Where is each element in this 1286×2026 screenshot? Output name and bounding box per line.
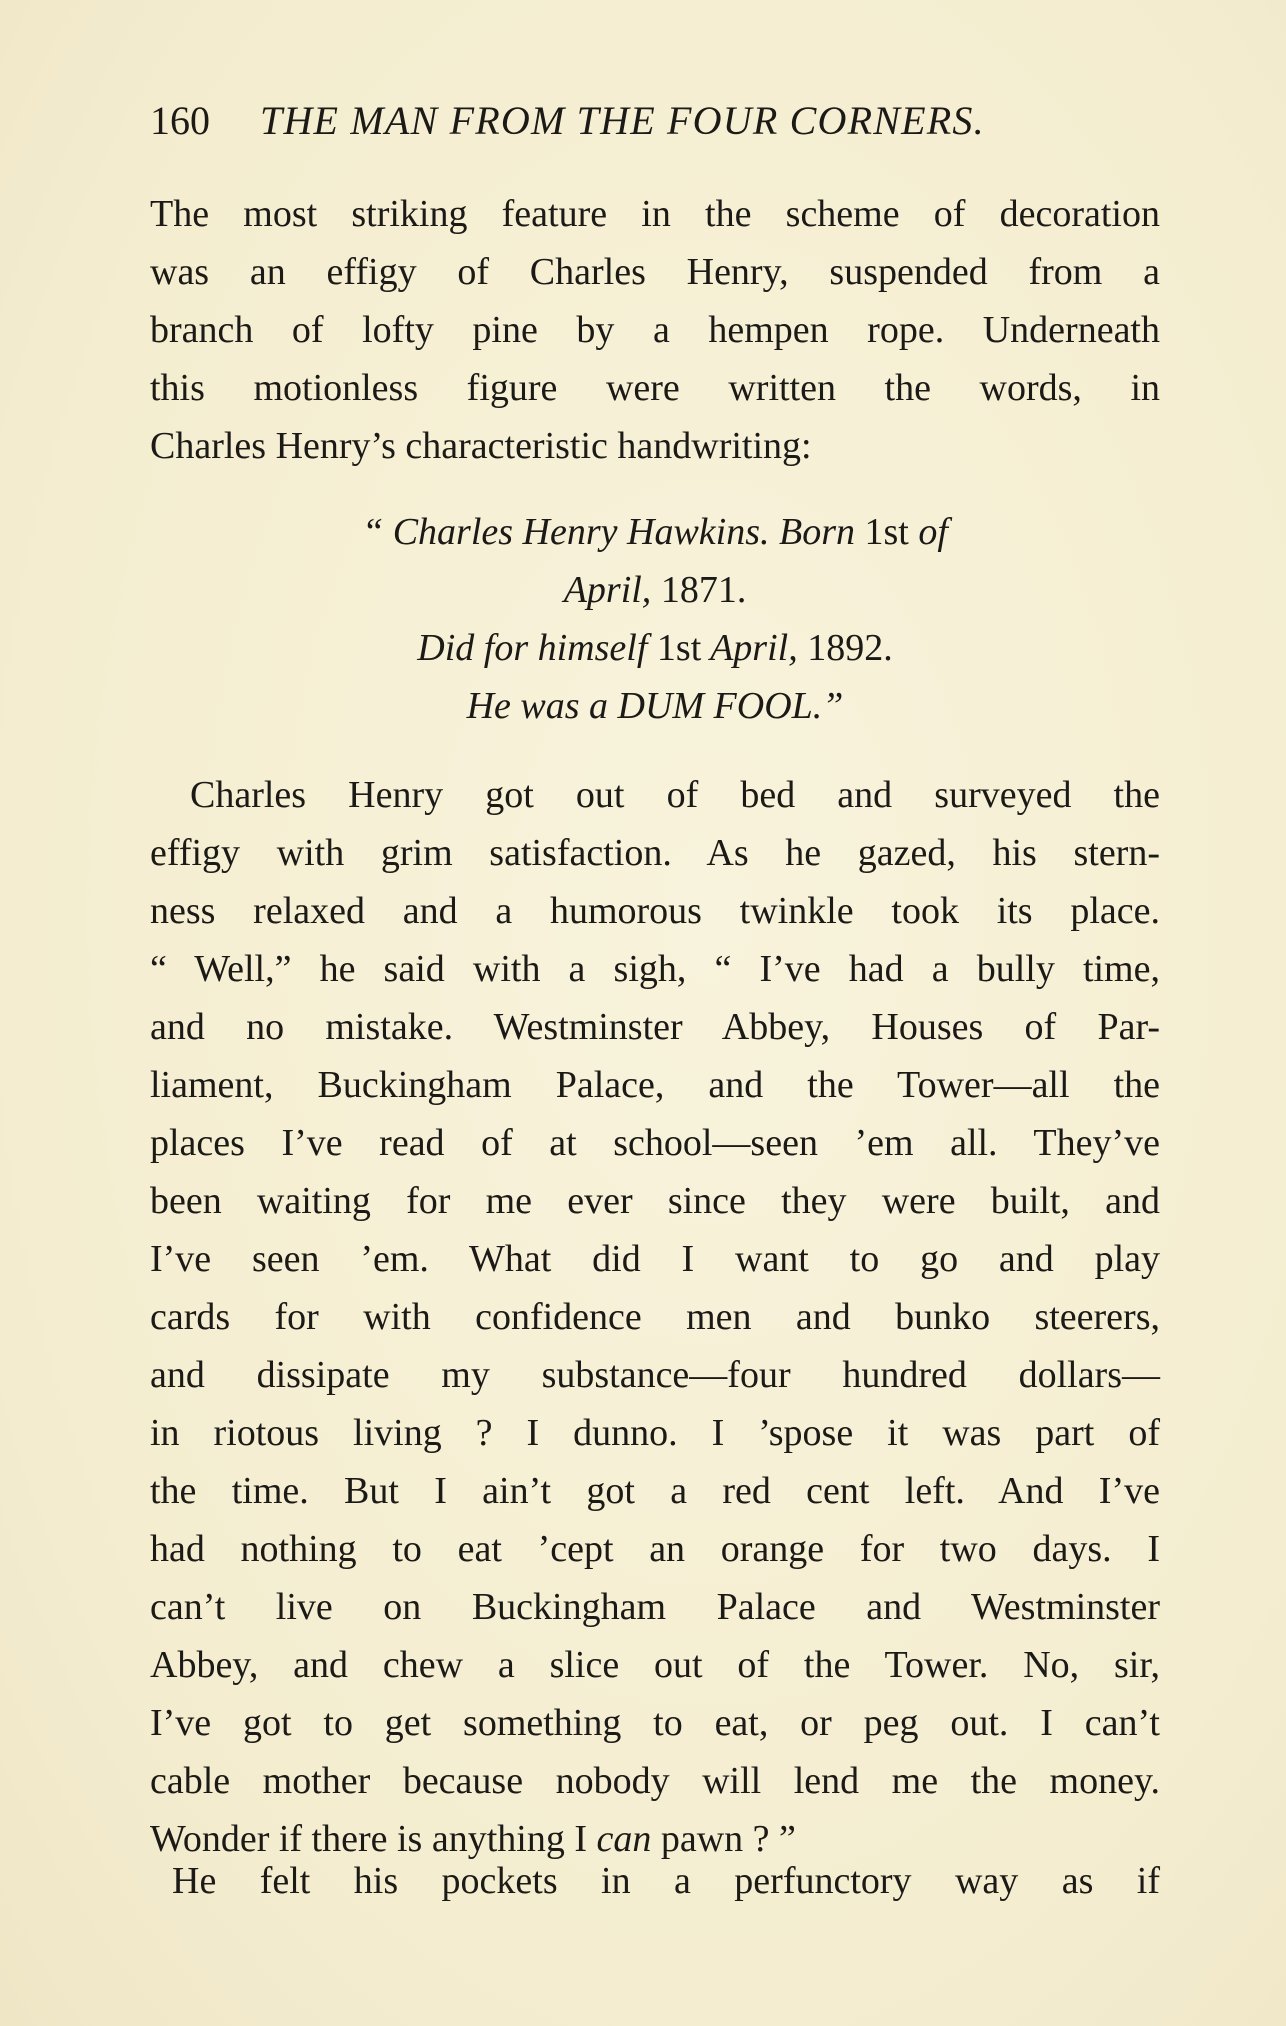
effigy-inscription xyxy=(150,503,1160,735)
text-line: and dissipate my substance—four hundred dollars— xyxy=(150,1354,1160,1396)
text-line: Charles Henry got out of bed and surveyed the xyxy=(190,774,1160,816)
text-line: the time. But I ain’t got a red cent left. And I’ve xyxy=(150,1470,1160,1512)
text-line: cable mother because nobody will lend me the money. xyxy=(150,1760,1160,1802)
text-line: in riotous living ? I dunno. I ’spose it was part of xyxy=(150,1412,1160,1454)
page-header xyxy=(150,96,1150,146)
text-line: this motionless figure were written the words, in xyxy=(150,367,1160,409)
inscription-line xyxy=(150,561,1160,619)
text-run: pawn ? ” xyxy=(651,1818,796,1860)
text-line: effigy with grim satisfaction. As he gazed, his stern- xyxy=(150,832,1160,874)
text-line: and no mistake. Westminster Abbey, Houses of Par- xyxy=(150,1006,1160,1048)
text-line: I’ve got to get something to eat, or peg out. I can’t xyxy=(150,1702,1160,1744)
inscription-text: April, xyxy=(701,627,808,669)
text-line: cards for with confidence men and bunko steerers, xyxy=(150,1296,1160,1338)
text-line: He felt his pockets in a perfunctory way as if xyxy=(172,1860,1160,1902)
text-line: had nothing to eat ’cept an orange for two days. I xyxy=(150,1528,1160,1570)
inscription-text: 1st xyxy=(656,627,702,669)
inscription-text: 1st xyxy=(864,511,909,553)
text-line: “ Well,” he said with a sigh, “ I’ve had a bully time, xyxy=(150,948,1160,990)
running-title: THE MAN FROM THE FOUR CORNERS. xyxy=(260,98,985,143)
emphasis-text: can xyxy=(596,1818,652,1860)
text-line: liament, Buckingham Palace, and the Tower—all the xyxy=(150,1064,1160,1106)
text-line: Charles Henry’s characteristic handwriting: xyxy=(150,425,812,467)
text-run: Wonder if there is anything I xyxy=(150,1818,597,1860)
inscription-line xyxy=(150,503,1160,561)
inscription-text: 1892. xyxy=(807,627,893,669)
text-line: I’ve seen ’em. What did I want to go and play xyxy=(150,1238,1160,1280)
inscription-text: 1871. xyxy=(660,569,747,611)
inscription-text: April, xyxy=(563,569,661,611)
text-line: been waiting for me ever since they were built, and xyxy=(150,1180,1160,1222)
paragraph-1 xyxy=(150,185,1160,475)
page-number: 160 xyxy=(150,98,210,143)
text-line: places I’ve read of at school—seen ’em all. They’ve xyxy=(150,1122,1160,1164)
text-line: was an effigy of Charles Henry, suspended from a xyxy=(150,251,1160,293)
text-line: Abbey, and chew a slice out of the Tower. No, sir, xyxy=(150,1644,1160,1686)
text-line: The most striking feature in the scheme of decoration xyxy=(150,193,1160,235)
inscription-text: “ Charles Henry Hawkins. Born xyxy=(362,511,865,553)
inscription-line xyxy=(150,619,1160,677)
text-line: can’t live on Buckingham Palace and Westminster xyxy=(150,1586,1160,1628)
inscription-line: He was a DUM FOOL.” xyxy=(466,685,844,727)
inscription-text: Did for himself xyxy=(417,627,657,669)
text-line: ness relaxed and a humorous twinkle took its place. xyxy=(150,890,1160,932)
inscription-text: of xyxy=(908,511,948,553)
paragraph-3 xyxy=(150,1852,1160,1910)
paragraph-2 xyxy=(150,766,1160,1868)
text-line: branch of lofty pine by a hempen rope. Underneath xyxy=(150,309,1160,351)
